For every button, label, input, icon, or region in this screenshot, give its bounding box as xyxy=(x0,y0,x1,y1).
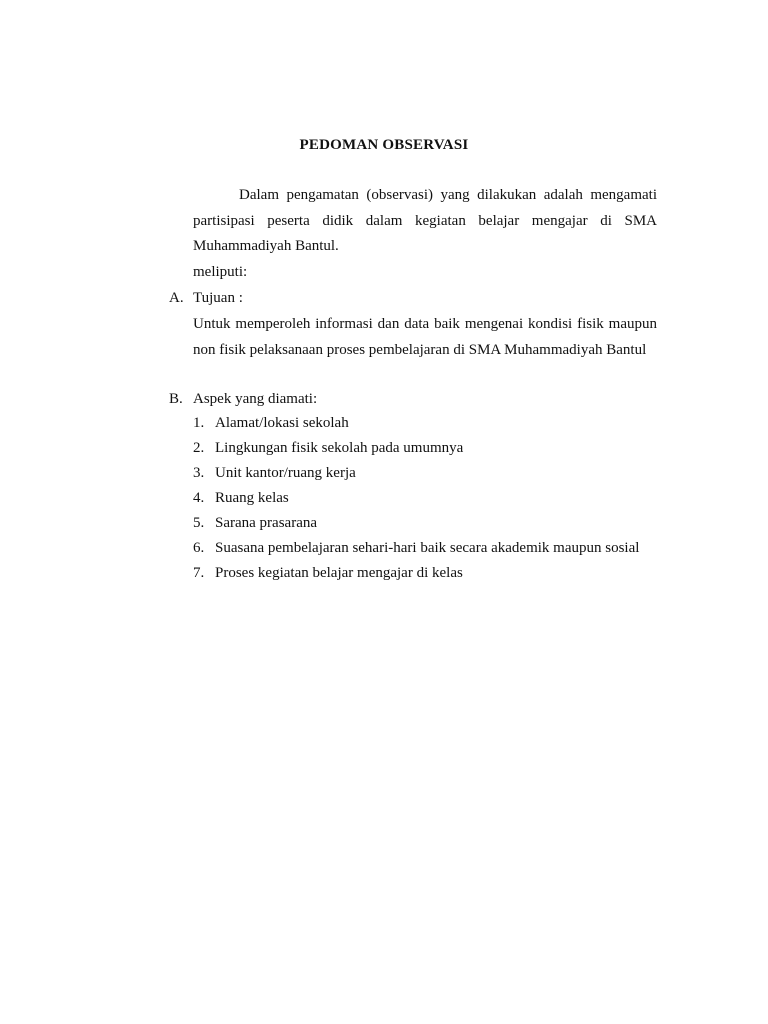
meliputi-label: meliputi: xyxy=(193,264,248,280)
list-item-number: 5. xyxy=(193,515,205,531)
list-item-text: Sarana prasarana xyxy=(215,515,318,531)
list-item-text: Alamat/lokasi sekolah xyxy=(215,415,349,431)
list-item-text: Suasana pembelajaran sehari-hari baik secara akademik maupun sosial xyxy=(215,540,640,556)
list-item xyxy=(193,513,639,538)
list-item xyxy=(193,413,639,438)
section-a-heading: Tujuan : xyxy=(193,290,243,306)
list-item-text: Lingkungan fisik sekolah pada umumnya xyxy=(215,440,464,456)
list-item-number: 4. xyxy=(193,490,205,506)
intro-text: Dalam pengamatan (observasi) yang dilakukan adalah mengamati partisipasi peserta didik dalam kegiatan belajar mengajar di SMA Muhammadiyah Bantul. xyxy=(193,187,657,254)
list-item-number: 3. xyxy=(193,465,205,481)
list-item-text: Proses kegiatan belajar mengajar di kelas xyxy=(215,565,463,581)
list-item xyxy=(193,538,639,563)
list-item xyxy=(193,438,639,463)
list-item xyxy=(193,488,639,513)
list-item xyxy=(193,463,639,488)
section-a-body: Untuk memperoleh informasi dan data baik mengenai kondisi fisik maupun non fisik pelaksanaan proses pembelajaran di SMA Muhammadiyah Bantul xyxy=(193,316,657,358)
list-item-text: Unit kantor/ruang kerja xyxy=(215,465,356,481)
list-item-number: 1. xyxy=(193,415,205,431)
list-item xyxy=(193,563,639,588)
list-item-text: Ruang kelas xyxy=(215,490,289,506)
list-item-number: 6. xyxy=(193,540,205,556)
page-title: PEDOMAN OBSERVASI xyxy=(299,137,469,153)
list-item-number: 2. xyxy=(193,440,205,456)
section-a-marker: A. xyxy=(169,290,184,306)
intro-paragraph xyxy=(193,183,657,260)
section-b-marker: B. xyxy=(169,391,183,407)
list-item-number: 7. xyxy=(193,565,205,581)
aspect-list xyxy=(193,413,639,588)
section-b-heading: Aspek yang diamati: xyxy=(193,391,318,407)
